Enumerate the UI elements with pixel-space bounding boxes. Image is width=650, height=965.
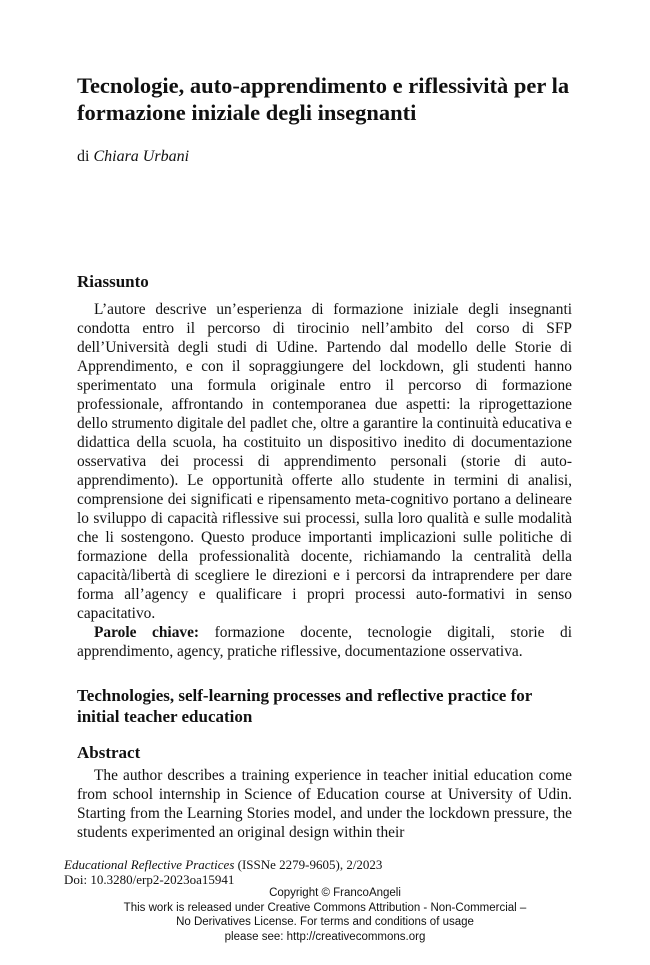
byline-prefix: di [77, 148, 94, 165]
journal-issn-issue: (ISSNe 2279-9605), 2/2023 [234, 857, 383, 872]
keywords-line [77, 623, 572, 661]
english-title: Technologies, self-learning processes and reflective practice for initial teacher education [77, 686, 532, 726]
license-line-1: This work is released under Creative Commons Attribution - Non-Commercial – [123, 901, 527, 914]
abstract-paragraph: The author describes a training experience in teacher initial education come from school internship in Science of Education course at University of Udin. Starting from the Learning Stories model, and under the lockdown pressure, the students experimented an original design within their [77, 767, 572, 841]
abstract-heading: Abstract [77, 743, 141, 762]
copyright-line: Copyright © FrancoAngeli [269, 887, 401, 899]
abstract-body [77, 766, 572, 842]
riassunto-paragraph: L’autore descrive un’esperienza di formazione iniziale degli insegnanti condotta entro il percorso di tirocinio nell’ambito del corso di SFP dell’Università degli studi di Udine. Partendo dal modello delle Storie di Apprendimento, e con il sopraggiungere del lockdown, gli studenti hanno sperimentato una formula originale entro il percorso di formazione professionale, affrontando in contemporanea due aspetti: la riprogettazione dello strumento digitale del padlet che, oltre a garantire la continuità educativa e didattica della scuola, ha costituito un dispositivo inedito di documentazione osservativa dei processi di apprendimento personali (storie di auto- apprendimento). Le opportunità offerte allo studente in termini di analisi, comprensione dei significati e ripensamento meta-cognitivo portano a delineare lo sviluppo di capacità riflessive sui processi, sulla loro qualità e sulle modalità che li sostengono. Questo produce importanti implicazioni sulle politiche di formazione della professionalità docente, richiamando la centralità della capacità/libertà di scegliere le direzioni e i percorsi da intraprendere per dare forma all’agency e qualificare i propri processi auto-formativi in senso capacitativo. [77, 301, 572, 622]
riassunto-body [77, 300, 572, 661]
article-title: Tecnologie, auto-apprendimento e riflessività per la formazione iniziale degli insegnanti [77, 73, 570, 125]
doi-line: Doi: 10.3280/erp2-2023oa15941 [64, 872, 235, 887]
author-name: Chiara Urbani [93, 148, 190, 165]
keywords-text: formazione docente, tecnologie digitali, storie di apprendimento, agency, pratiche riflessive, documentazione osservativa. [77, 624, 572, 660]
journal-line [64, 857, 382, 872]
riassunto-heading: Riassunto [77, 272, 149, 291]
journal-name: Educational Reflective Practices [64, 857, 235, 872]
license-line-3: please see: http://creativecommons.org [224, 930, 426, 943]
journal-reference [64, 857, 382, 887]
license-notice [0, 886, 650, 944]
byline [77, 147, 189, 167]
keywords-label: Parole chiave: [94, 624, 200, 641]
license-line-2: No Derivatives License. For terms and conditions of usage [176, 916, 474, 928]
